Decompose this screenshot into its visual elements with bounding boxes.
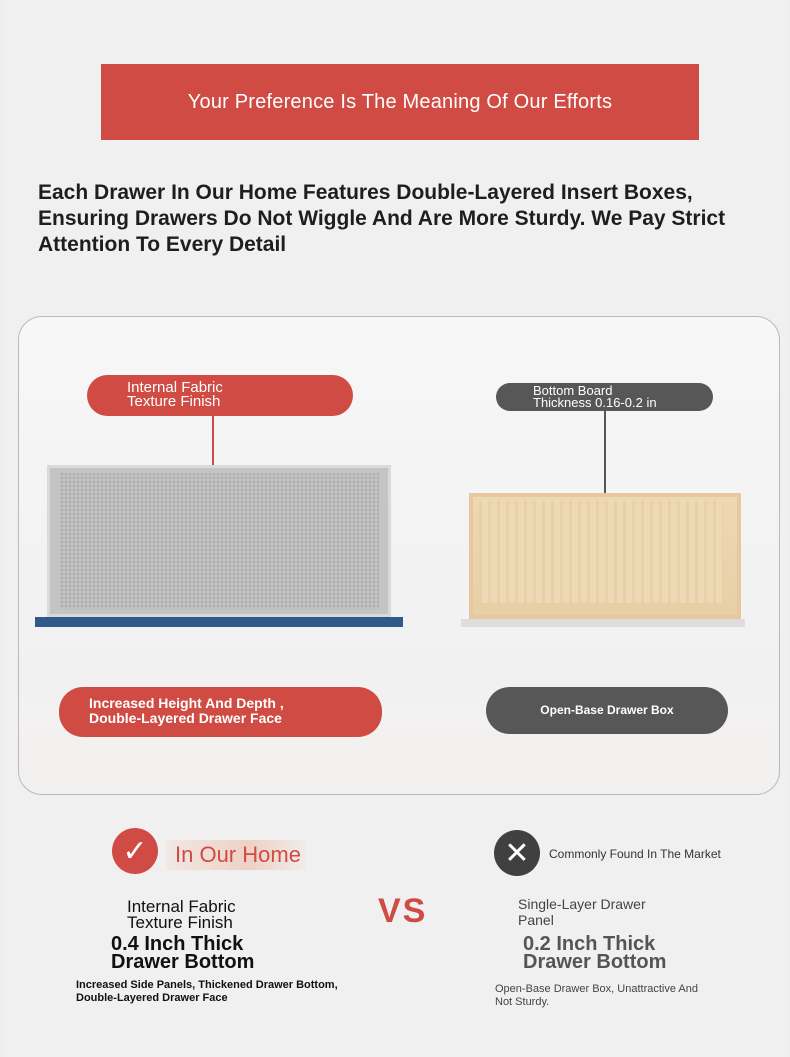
callout-line-2: Thickness 0.16-0.2 in xyxy=(533,395,657,410)
subtitle-line-2: Texture Finish xyxy=(127,913,233,932)
headline-line-2: Drawer Bottom xyxy=(111,951,255,973)
subtitle-line-1: Internal Fabric xyxy=(127,897,236,916)
market-heading: Commonly Found In The Market xyxy=(549,847,721,861)
fabric-drawer-image xyxy=(47,465,391,629)
callout-line-1: Increased Height And Depth , xyxy=(89,695,284,711)
market-feature-note xyxy=(495,983,698,1009)
comparison-showcase-card xyxy=(18,316,780,795)
headline-text: Your Preference Is The Meaning Of Our Efforts xyxy=(187,90,613,113)
bottom-board-callout xyxy=(496,383,713,411)
double-layer-callout xyxy=(59,687,382,737)
our-home-heading: In Our Home xyxy=(166,840,306,870)
our-feature-note xyxy=(76,979,338,1005)
intro-paragraph: Each Drawer In Our Home Features Double-Layered Insert Boxes, Ensuring Drawers Do Not Wiggle And Are More Sturdy. We Pay Strict Attention To Every Detail xyxy=(38,181,726,256)
cross-icon: ✕ xyxy=(494,830,540,876)
note-line-1: Open-Base Drawer Box, Unattractive And xyxy=(495,983,698,995)
check-icon: ✓ xyxy=(112,828,158,874)
headline-line-1: 0.2 Inch Thick xyxy=(523,933,656,955)
our-feature-subtitle xyxy=(127,899,236,931)
note-line-2: Not Sturdy. xyxy=(495,996,550,1008)
note-line-1: Increased Side Panels, Thickened Drawer Bottom, xyxy=(76,979,338,991)
market-thickness-headline xyxy=(523,935,666,971)
headline-banner xyxy=(101,64,699,140)
subtitle-line-1: Single-Layer Drawer xyxy=(518,896,646,912)
our-thickness-headline xyxy=(111,935,254,971)
market-feature-subtitle xyxy=(518,896,646,928)
note-line-2: Double-Layered Drawer Face xyxy=(76,992,228,1004)
callout-label: Open-Base Drawer Box xyxy=(540,703,674,717)
subtitle-line-2: Panel xyxy=(518,912,554,928)
callout-line-1: Internal Fabric xyxy=(127,379,223,396)
headline-line-2: Drawer Bottom xyxy=(523,951,667,973)
callout-line-2: Double-Layered Drawer Face xyxy=(89,710,282,726)
callout-line-2: Texture Finish xyxy=(127,393,221,410)
open-base-callout xyxy=(486,687,728,734)
fabric-finish-callout xyxy=(87,375,353,416)
wood-drawer-image xyxy=(469,493,741,623)
headline-line-1: 0.4 Inch Thick xyxy=(111,933,244,955)
callout-line-1: Bottom Board xyxy=(533,383,613,398)
vs-label: VS xyxy=(378,892,428,930)
